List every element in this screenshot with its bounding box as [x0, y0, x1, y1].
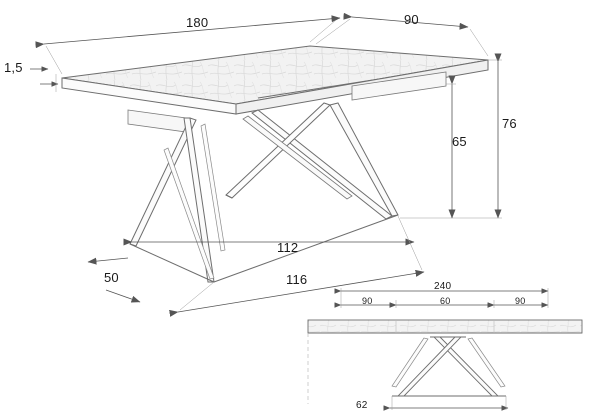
dimension-label-panel-90-right: 90 — [515, 296, 526, 306]
table-perspective-geometry — [62, 46, 488, 282]
dimension-label-total-240: 240 — [434, 281, 452, 292]
dimension-label-base-112: 112 — [277, 240, 299, 255]
dimension-label-panel-90-left: 90 — [362, 296, 373, 306]
dimension-label-height-65: 65 — [452, 134, 467, 149]
dimension-label-base-116: 116 — [286, 272, 308, 287]
dimension-label-thickness-1-5: 1,5 — [4, 60, 23, 75]
dimension-label-panel-60: 60 — [440, 296, 451, 306]
dimension-label-width-180: 180 — [186, 15, 209, 30]
dimension-label-base-62: 62 — [356, 400, 368, 411]
dimension-label-extension-90: 90 — [404, 12, 419, 27]
dimension-label-height-76: 76 — [502, 116, 517, 131]
table-front-view-geometry — [308, 320, 582, 404]
dimension-label-depth-50: 50 — [104, 270, 119, 285]
